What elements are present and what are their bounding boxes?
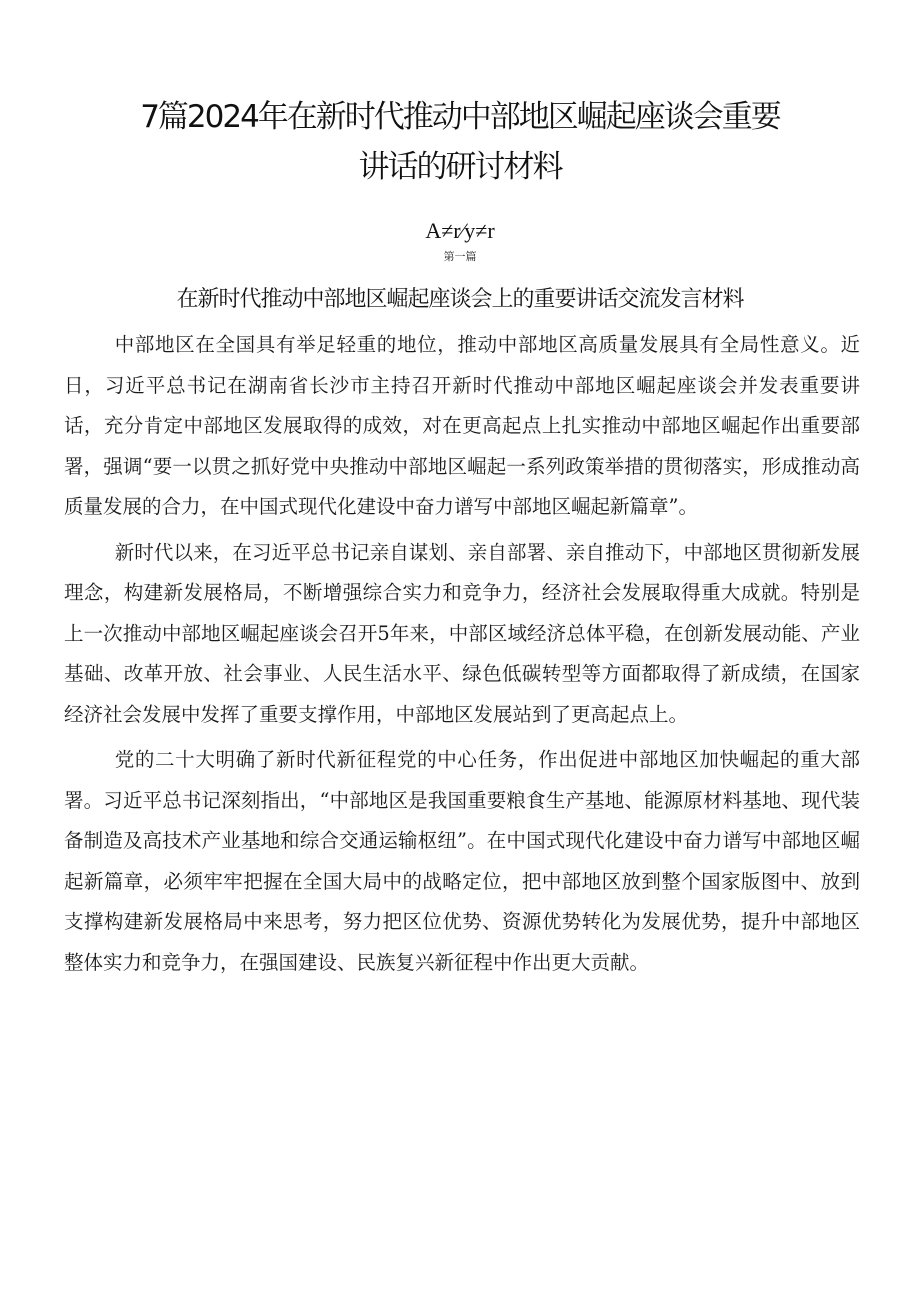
paragraph: 中部地区在全国具有举足轻重的地位，推动中部地区高质量发展具有全局性意义。近日，习近平总书记在湖南省长沙市主持召开新时代推动中部地区崛起座谈会并发表重要讲话，充分肯定中部地区发展取得的成效，对在更高起点上扎实推动中部地区崛起作出重要部署，强调“要一以贯之抓好党中央推动中部地区崛起一系列政策举措的贯彻落实，形成推动高质量发展的合力，在中国式现代化建设中奋力谱写中部地区崛起新篇章”。 <box>64 333 860 518</box>
document-title <box>80 92 840 192</box>
garbled-part-marker: A≠r∕y≠r <box>425 218 495 243</box>
paragraph: 新时代以来，在习近平总书记亲自谋划、亲自部署、亲自推动下，中部地区贯彻新发展理念，构建新发展格局，不断增强综合实力和竞争力，经济社会发展取得重大成就。特别是上一次推动中部地区崛起座谈会召开5年来，中部区域经济总体平稳，在创新发展动能、产业基础、改革开放、社会事业、人民生活水平、绿色低碳转型等方面都取得了新成绩，在国家经济社会发展中发挥了重要支撑作用，中部地区发展站到了更高起点上。 <box>64 540 860 726</box>
section-heading: 在新时代推动中部地区崛起座谈会上的重要讲话交流发言材料 <box>176 287 744 312</box>
body-text <box>64 325 860 983</box>
paragraph: 党的二十大明确了新时代新征程党的中心任务，作出促进中部地区加快崛起的重大部署。习近平总书记深刻指出，“中部地区是我国重要粮食生产基地、能源原材料基地、现代装备制造及高技术产业基地和综合交通运输枢纽”。在中国式现代化建设中奋力谱写中部地区崛起新篇章，必须牢牢把握在全国大局中的战略定位，把中部地区放到整个国家版图中、放到支撑构建新发展格局中来思考，努力把区位优势、资源优势转化为发展优势，提升中部地区整体实力和竞争力，在强国建设、民族复兴新征程中作出更大贡献。 <box>64 748 860 974</box>
part-label: 第一篇 <box>443 250 477 263</box>
document-title-line-1: 7篇2024年在新时代推动中部地区崛起座谈会重要 <box>140 99 780 135</box>
document-title-line-2: 讲话的研讨材料 <box>358 149 562 185</box>
